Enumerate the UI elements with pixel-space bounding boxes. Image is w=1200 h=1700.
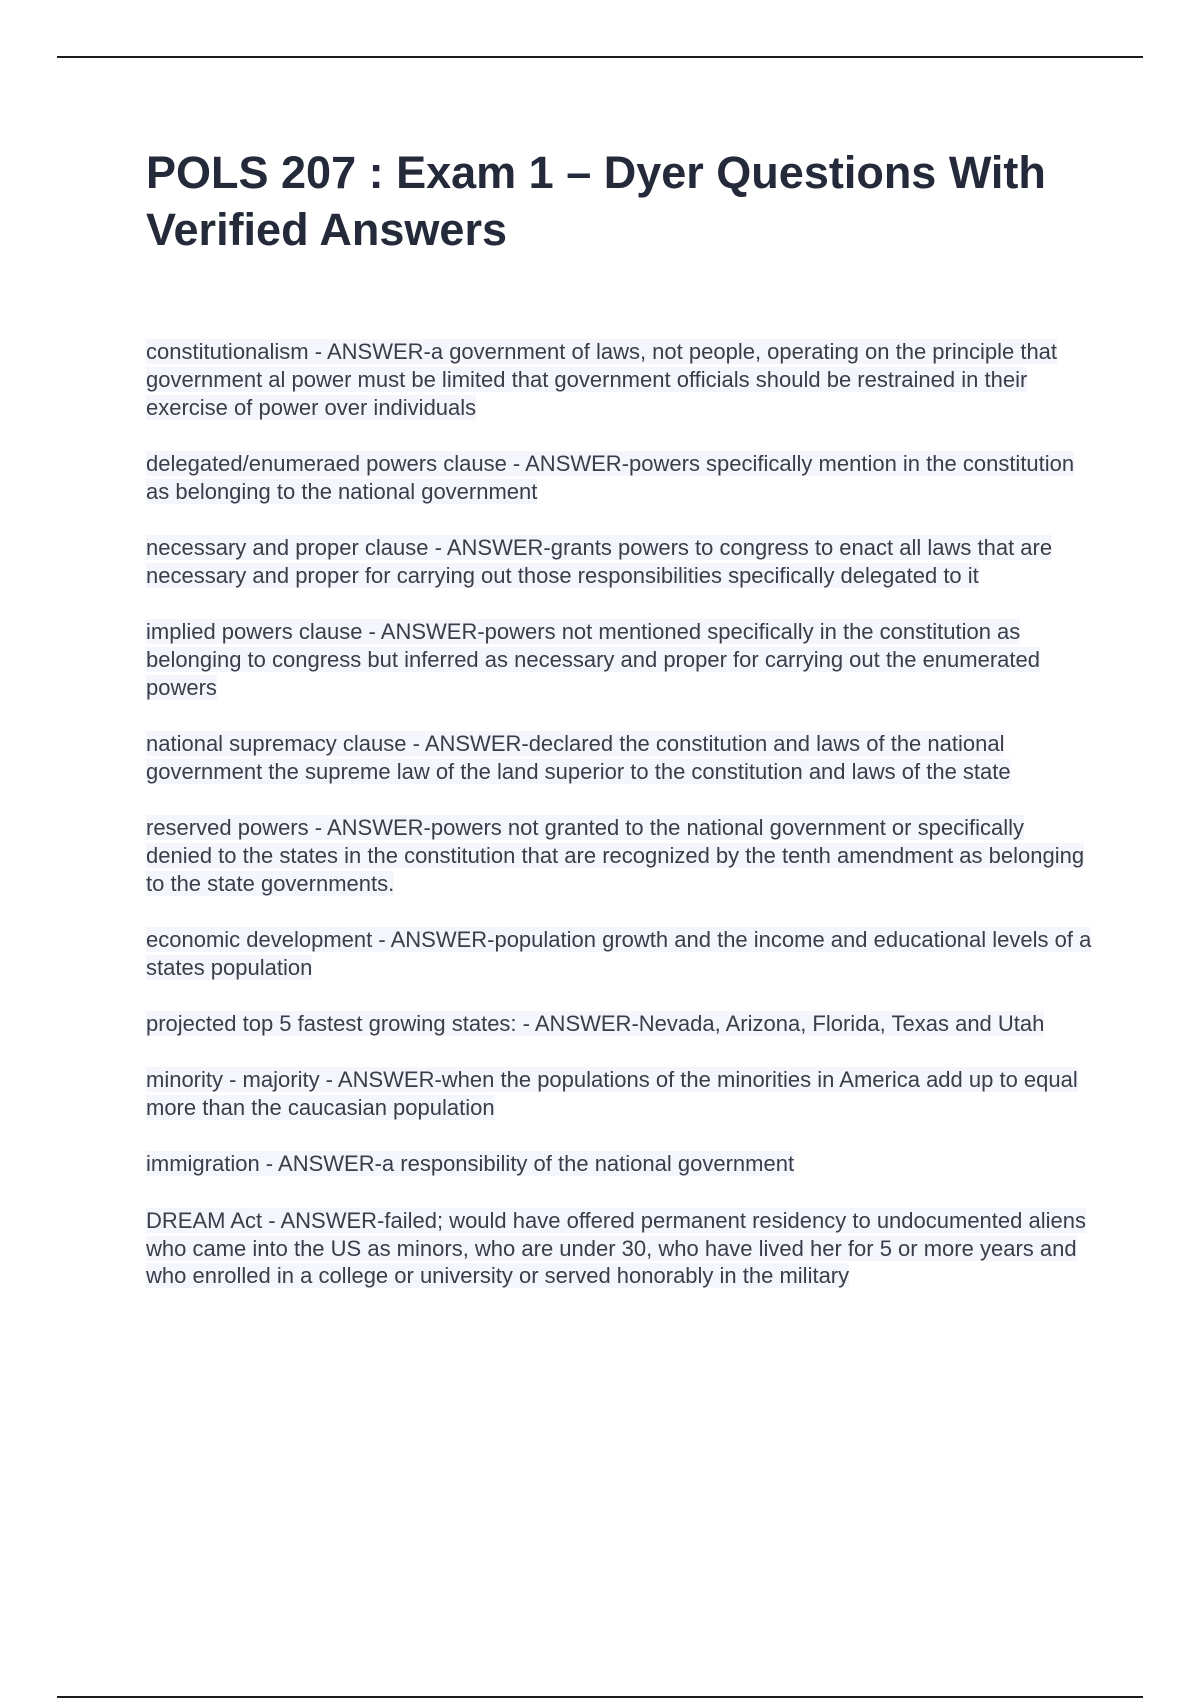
qa-text: delegated/enumeraed powers clause - ANSWER-powers specifically mention in the constitution as belonging to the national government bbox=[146, 450, 1075, 504]
qa-text: projected top 5 fastest growing states: - ANSWER-Nevada, Arizona, Florida, Texas and Utah bbox=[146, 1011, 1045, 1037]
qa-text: DREAM Act - ANSWER-failed; would have offered permanent residency to undocumented aliens who came into the US as minors, who are under 30, who have lived her for 5 or more years and who enrolled in a college or university or served honorably in the military bbox=[146, 1207, 1086, 1289]
qa-item-implied-powers bbox=[146, 618, 1096, 701]
qa-item-immigration bbox=[146, 1150, 1096, 1178]
qa-text: national supremacy clause - ANSWER-declared the constitution and laws of the national government the supreme law of the land superior to the constitution and laws of the state bbox=[146, 730, 1011, 784]
qa-text: economic development - ANSWER-population growth and the income and educational levels of a states population bbox=[146, 926, 1092, 980]
qa-text: reserved powers - ANSWER-powers not granted to the national government or specifically denied to the states in the constitution that are recognized by the tenth amendment as belonging to the state governments. bbox=[146, 815, 1085, 896]
qa-item-reserved-powers bbox=[146, 814, 1096, 897]
qa-item-constitutionalism bbox=[146, 338, 1096, 421]
qa-item-national-supremacy bbox=[146, 730, 1096, 786]
bottom-rule bbox=[57, 1696, 1143, 1698]
qa-text: minority - majority - ANSWER-when the populations of the minorities in America add up to equal more than the caucasian population bbox=[146, 1067, 1078, 1121]
qa-item-economic-development bbox=[146, 926, 1096, 982]
qa-item-dream-act bbox=[146, 1207, 1096, 1290]
qa-item-necessary-and-proper bbox=[146, 534, 1096, 590]
top-rule bbox=[57, 56, 1143, 58]
document-title: POLS 207 : Exam 1 – Dyer Questions With Verified Answers bbox=[146, 147, 1046, 255]
question-answer-list bbox=[146, 338, 1096, 1319]
qa-text: immigration - ANSWER-a responsibility of the national government bbox=[146, 1151, 795, 1177]
qa-text: constitutionalism - ANSWER-a government of laws, not people, operating on the principle that government al power must be limited that government officials should be restrained in their exercise of power over individuals bbox=[146, 339, 1058, 420]
qa-text: implied powers clause - ANSWER-powers not mentioned specifically in the constitution as belonging to congress but inferred as necessary and proper for carrying out the enumerated powers bbox=[146, 619, 1040, 700]
qa-text: necessary and proper clause - ANSWER-grants powers to congress to enact all laws that are necessary and proper for carrying out those responsibilities specifically delegated to it bbox=[146, 534, 1053, 588]
qa-item-delegated-powers bbox=[146, 450, 1096, 506]
qa-item-fastest-growing-states bbox=[146, 1010, 1096, 1038]
qa-item-minority-majority bbox=[146, 1066, 1096, 1122]
